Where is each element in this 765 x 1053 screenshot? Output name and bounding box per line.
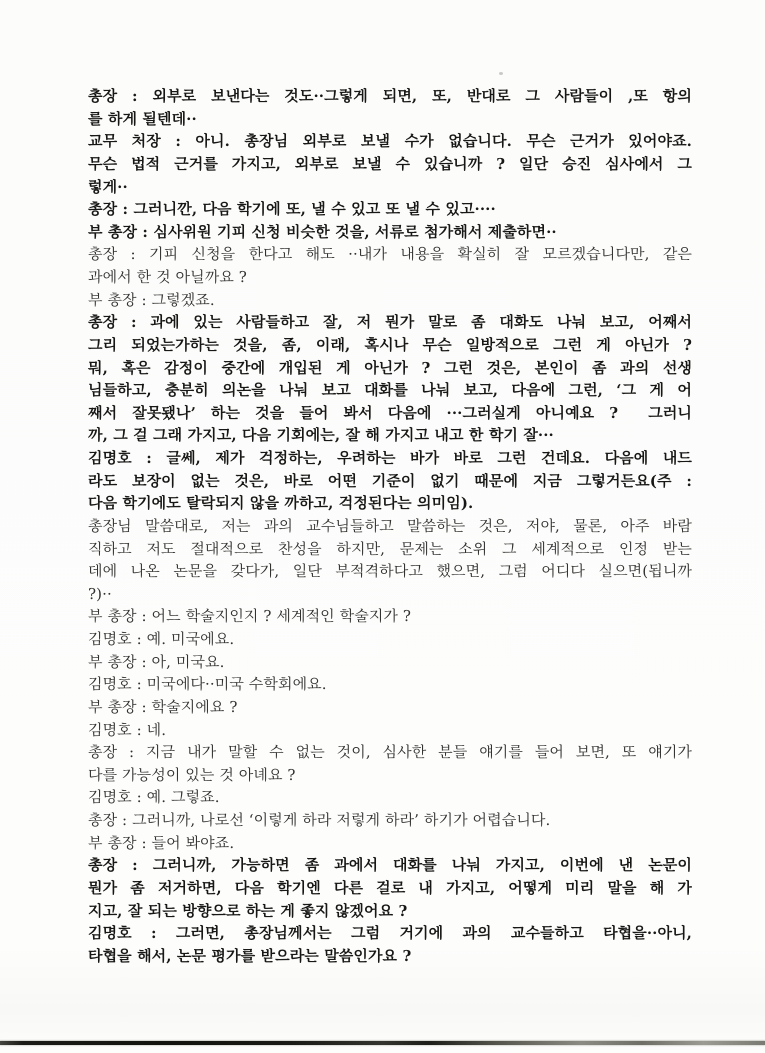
transcript-line: 다음 학기에도 탈락되지 않을 까하고, 걱정된다는 의미임). — [88, 494, 474, 513]
transcript-line: 과에서 한 것 아닐까요 ? — [88, 268, 247, 286]
scan-speck-artifact — [499, 72, 503, 75]
transcript-line: 총장 : 지금 내가 말할 수 없는 것이, 심사한 분들 얘기를 들어 보면, 또 얘기가 — [88, 743, 692, 762]
transcript-line: 총장 : 과에 있는 사람들하고 잘, 저 뭔가 말로 좀 대화도 나눠 보고, 어째서 — [88, 313, 692, 332]
transcript-line: 뭐, 혹은 감정이 중간에 개입된 게 아닌가 ? 그런 것은, 본인이 좀 과의 선생 — [88, 358, 692, 377]
scan-bottom-edge-artifact — [0, 1041, 765, 1045]
transcript-line: ?)·· — [88, 584, 112, 603]
transcript-line: 타협을 해서, 논문 평가를 받으라는 말씀인가요 ? — [88, 946, 412, 965]
transcript-line: 김명호 : 그러면, 총장님께서는 그럼 거기에 과의 교수들하고 타협을··아니, — [88, 924, 692, 943]
transcript-line: 그리 되었는가하는 것을, 좀, 이래, 혹시나 무슨 일방적으로 그런 게 아닌가 ? — [88, 335, 692, 354]
transcript-line: 부 총장 : 그렇겠죠. — [88, 290, 215, 309]
transcript-line: 님들하고, 충분히 의논을 나눠 보고 대화를 나눠 보고, 다음에 그런, ‘그 게 어 — [88, 381, 692, 400]
transcript-line: 부 총장 : 어느 학술지인지 ? 세계적인 학술지가 ? — [88, 607, 412, 626]
transcript-line: 부 총장 : 들어 봐야죠. — [88, 833, 235, 852]
transcript-line: 부 총장 : 심사위원 기피 신청 비슷한 것을, 서류로 첨가해서 제출하면·· — [88, 222, 557, 241]
transcript-line: 지고, 잘 되는 방향으로 하는 게 좋지 않겠어요 ? — [88, 901, 408, 920]
transcript-line: 부 총장 : 학술지에요 ? — [88, 697, 238, 716]
transcript-line: 째서 잘못됐나’ 하는 것을 들어 봐서 다음에 ···그러실게 아니예요 ? 그러니 — [88, 403, 692, 422]
transcript-line: 라도 보장이 없는 것은, 바로 어떤 기준이 없기 때문에 지금 그렇거든요(주 : — [88, 471, 692, 490]
transcript-line: 다를 가능성이 있는 것 아녜요 ? — [88, 765, 296, 784]
transcript-line: 김명호 : 글쎄, 제가 걱정하는, 우려하는 바가 바로 그런 건데요. 다음에 내드 — [88, 449, 692, 467]
transcript-line: 를 하게 될텐데·· — [88, 109, 197, 128]
transcript-line: 총장 : 외부로 보낸다는 것도··그렇게 되면, 또, 반대로 그 사람들이 ,또 항의 — [88, 87, 692, 105]
transcript-line: 무슨 법적 근거를 가지고, 외부로 보낼 수 있습니까 ? 일단 승진 심사에서 그 — [88, 154, 692, 173]
transcript-line: 김명호 : 예. 그렇죠. — [88, 788, 220, 807]
transcript-line: 김명호 : 예. 미국에요. — [88, 630, 235, 648]
transcript-line: 김명호 : 네. — [88, 720, 167, 739]
transcript-line: 뭔가 좀 저거하면, 다음 학기엔 다른 걸로 내 가지고, 어떻게 미리 말을 해 가 — [88, 878, 692, 897]
transcript-line: 총장 : 그러니깐, 다음 학기에 또, 낼 수 있고 또 낼 수 있고···· — [88, 200, 496, 219]
transcript-body — [88, 85, 692, 967]
transcript-line: 김명호 : 미국에다··미국 수학회에요. — [88, 675, 327, 694]
transcript-line: 데에 나온 논문을 갖다가, 일단 부적격하다고 했으면, 그럼 어디다 실으면(됩니까 — [88, 562, 692, 581]
transcript-line: 직하고 저도 절대적으로 찬성을 하지만, 문제는 소위 그 세계적으로 인정 받는 — [88, 539, 692, 558]
transcript-line: 까, 그 걸 그래 가지고, 다음 기회에는, 잘 해 가지고 내고 한 학기 잘··· — [88, 426, 554, 445]
transcript-line: 총장 : 기피 신청을 한다고 해도 ··내가 내용을 확실히 잘 모르겠습니다만, 같은 — [88, 245, 692, 264]
transcript-line: 총장 : 그러니까, 나로선 ‘이렇게 하라 저렇게 하라’ 하기가 어렵습니다. — [88, 811, 551, 829]
transcript-line: 교무 처장 : 아니. 총장님 외부로 보낼 수가 없습니다. 무슨 근거가 있어야죠. — [88, 132, 692, 151]
transcript-line: 부 총장 : 아, 미국요. — [88, 652, 225, 671]
transcript-line: 렇게·· — [88, 177, 128, 196]
transcript-line: 총장님 말씀대로, 저는 과의 교수님들하고 말씀하는 것은, 저야, 물론, 아주 바람 — [88, 516, 692, 535]
transcript-line: 총장 : 그러니까, 가능하면 좀 과에서 대화를 나눠 가지고, 이번에 낸 논문이 — [88, 856, 692, 875]
